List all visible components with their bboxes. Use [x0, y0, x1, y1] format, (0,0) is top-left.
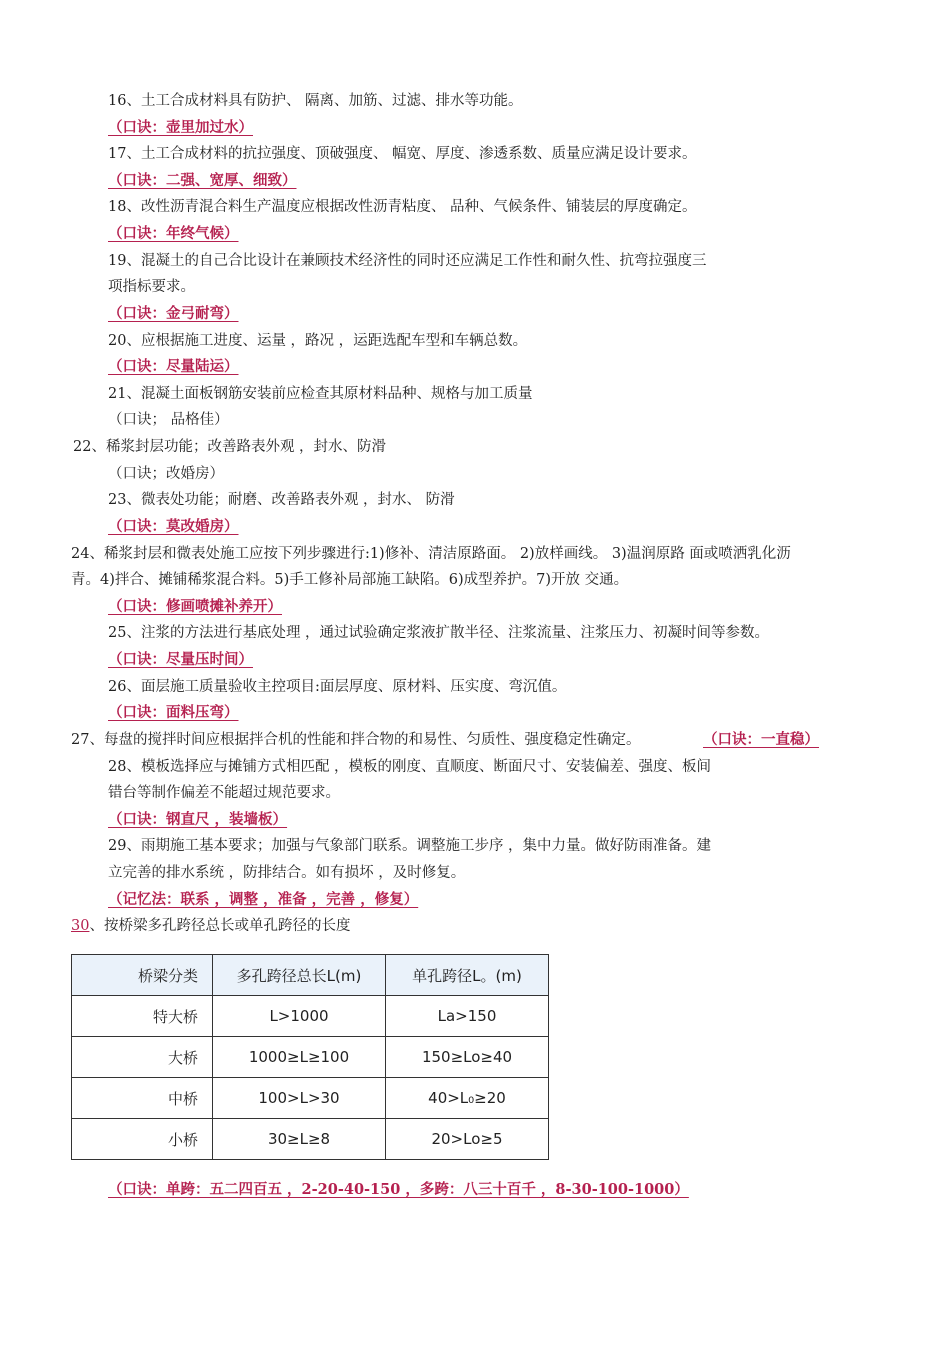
item-21: 21、混凝土面板钢筋安装前应检查其原材料品种、规格与加工质量 — [108, 386, 533, 402]
table-row — [72, 1078, 549, 1119]
mnemonic-20: （口诀：尽量陆运） — [108, 358, 239, 375]
mnemonic-16: （口诀：壶里加过水） — [108, 119, 253, 136]
mnemonic-17: （口诀：二强、宽厚、细致） — [108, 172, 297, 189]
item-24-line1: 24、稀浆封层和微表处施工应按下列步骤进行:1)修补、清洁原路面。 2)放样画线。 3)温润原路 面或喷洒乳化沥 — [71, 546, 791, 562]
header-total-length: 多孔跨径总长L(m) — [213, 955, 386, 996]
item-20: 20、应根据施工进度、运量 ，路况 ，运距选配车型和车辆总数。 — [108, 333, 528, 349]
item-30-heading — [71, 916, 350, 936]
cell-category: 特大桥 — [72, 996, 213, 1037]
table-row — [72, 1037, 549, 1078]
item-19-line2: 项指标要求。 — [108, 279, 195, 295]
cell-category: 大桥 — [72, 1037, 213, 1078]
item-28-line2: 错台等制作偏差不能超过规范要求。 — [108, 785, 340, 801]
cell-total-length: 100>L>30 — [213, 1078, 386, 1119]
item-23: 23、微表处功能；耐磨、改善路表外观 ，封水、 防滑 — [108, 492, 455, 508]
item-25: 25、注浆的方法进行基底处理 ，通过试验确定浆液扩散半径、注浆流量、注浆压力、初凝时间等参数。 — [108, 625, 770, 641]
cell-single-span: 150≥Lo≥40 — [386, 1037, 549, 1078]
cell-total-length: 1000≥L≥100 — [213, 1037, 386, 1078]
mnemonic-25: （口诀：尽量压时间） — [108, 651, 253, 668]
mnemonic-30: （口诀：单跨：五二四百五 ，2-20-40-150 ，多跨：八三十百千 ，8-30-100-1000） — [108, 1181, 689, 1198]
table-header-row — [72, 955, 549, 996]
mnemonic-27: （口诀：一直稳） — [703, 731, 819, 748]
item-24-line2: 青。4)拌合、摊铺稀浆混合料。5)手工修补局部施工缺陷。6)成型养护。7)开放 交通。 — [71, 572, 629, 588]
bridge-classification-table — [71, 954, 549, 1160]
item-18: 18、改性沥青混合料生产温度应根据改性沥青粘度、 品种、气候条件、铺装层的厚度确定。 — [108, 199, 697, 215]
item-29-line1: 29、雨期施工基本要求；加强与气象部门联系。调整施工步序 ，集中力量。做好防雨准备。建 — [108, 838, 712, 854]
header-category: 桥梁分类 — [72, 955, 213, 996]
mnemonic-26: （口诀：面料压弯） — [108, 704, 239, 721]
item-27: 27、每盘的搅拌时间应根据拌合机的性能和拌合物的和易性、匀质性、强度稳定性确定。 — [71, 732, 641, 748]
cell-single-span: 40>L₀≥20 — [386, 1078, 549, 1119]
item-22: 22、稀浆封层功能；改善路表外观 ，封水、防滑 — [73, 439, 387, 455]
item-17: 17、土工合成材料的抗拉强度、顶破强度、 幅宽、厚度、渗透系数、质量应满足设计要求。 — [108, 146, 697, 162]
header-single-span: 单孔跨径L。(m) — [386, 955, 549, 996]
cell-single-span: 20>Lo≥5 — [386, 1119, 549, 1160]
table-row — [72, 1119, 549, 1160]
table-row — [72, 996, 549, 1037]
mnemonic-29: （记忆法：联系 ，调整 ，准备 ，完善 ，修复） — [108, 891, 419, 908]
cell-category: 小桥 — [72, 1119, 213, 1160]
cell-total-length: L>1000 — [213, 996, 386, 1037]
mnemonic-23: （口诀：莫改婚房） — [108, 518, 239, 535]
item-16: 16、土工合成材料具有防护、 隔离、加筋、过滤、排水等功能。 — [108, 93, 523, 109]
item-30-text: 、按桥梁多孔跨径总长或单孔跨径的长度 — [89, 918, 351, 934]
mnemonic-19: （口诀：金弓耐弯） — [108, 305, 239, 322]
item-19-line1: 19、混凝土的自己合比设计在兼顾技术经济性的同时还应满足工作性和耐久性、抗弯拉强度三 — [108, 253, 707, 269]
cell-total-length: 30≥L≥8 — [213, 1119, 386, 1160]
cell-category: 中桥 — [72, 1078, 213, 1119]
item-28-line1: 28、模板选择应与摊铺方式相匹配 ，模板的刚度、直顺度、断面尺寸、安装偏差、强度、板间 — [108, 759, 712, 775]
item-29-line2: 立完善的排水系统 ，防排结合。如有损坏 ，及时修复。 — [108, 865, 466, 881]
mnemonic-24: （口诀：修画喷摊补养开） — [108, 598, 282, 615]
item-26: 26、面层施工质量验收主控项目:面层厚度、原材料、压实度、弯沉值。 — [108, 679, 567, 695]
mnemonic-18: （口诀：年终气候） — [108, 225, 239, 242]
cell-single-span: La>150 — [386, 996, 549, 1037]
item-30-number: 30 — [71, 918, 90, 934]
mnemonic-22: （口诀；改婚房） — [108, 466, 224, 482]
mnemonic-21: （口诀； 品格佳） — [108, 412, 229, 428]
mnemonic-28: （口诀：钢直尺 ，装墙板） — [108, 811, 288, 828]
